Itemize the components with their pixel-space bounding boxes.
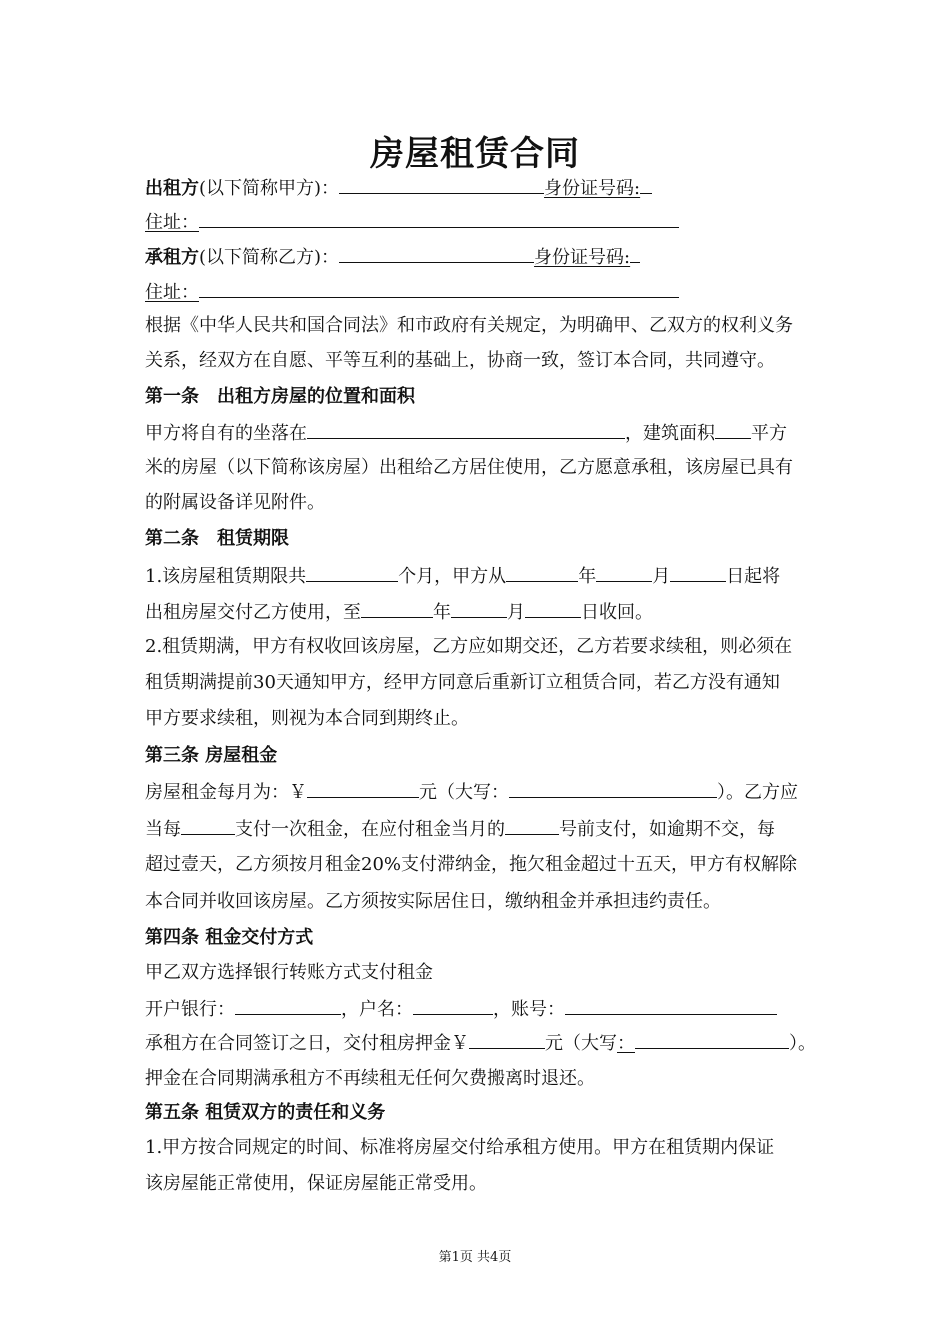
article-2-end-year-label: 年 <box>433 602 451 623</box>
article-5-line-2: 该房屋能正常使用，保证房屋能正常受用。 <box>145 1173 487 1194</box>
party-b-label: 承租方 <box>145 247 199 268</box>
intro-line-1: 根据《中华人民共和国合同法》和市政府有关规定，为明确甲、乙双方的权利义务 <box>145 315 793 336</box>
bank-label: 开户银行： <box>145 999 235 1020</box>
property-area-blank[interactable] <box>715 420 751 439</box>
page-footer: 第1页 共4页 <box>438 1250 512 1265</box>
end-day-blank[interactable] <box>525 599 581 618</box>
article-2-line-1 <box>145 563 780 589</box>
article-2-heading: 第二条 租赁期限 <box>145 528 289 549</box>
article-1-text-b: ，建筑面积 <box>625 423 715 444</box>
article-1-line-1 <box>145 420 787 446</box>
deposit-amount-blank[interactable] <box>469 1030 545 1049</box>
article-4-line-2 <box>145 996 777 1022</box>
article-1-line-2: 米的房屋（以下简称该房屋）出租给乙方居住使用，乙方愿意承租，该房屋已具有 <box>145 457 793 478</box>
article-3-line-3: 超过壹天，乙方须按月租金20%支付滞纳金，拖欠租金超过十五天，甲方有权解除 <box>145 854 798 875</box>
document-title: 房屋租赁合同 <box>370 134 580 174</box>
party-b-id-blank[interactable] <box>630 244 640 263</box>
party-a-address-blank[interactable] <box>199 209 679 228</box>
article-3-text-d: 当每 <box>145 819 181 840</box>
article-4-line-4: 押金在合同期满承租方不再续租无任何欠费搬离时退还。 <box>145 1068 595 1089</box>
article-5-heading: 第五条 租赁双方的责任和义务 <box>145 1102 386 1123</box>
party-a-id-blank[interactable] <box>640 175 652 194</box>
article-5-line-1: 1.甲方按合同规定的时间、标准将房屋交付给承租方使用。甲方在租赁期内保证 <box>145 1137 775 1158</box>
monthly-rent-blank[interactable] <box>307 779 419 798</box>
article-3-text-c: ）。乙方应 <box>717 782 798 803</box>
article-3-text-f: 号前支付，如逾期不交，每 <box>559 819 775 840</box>
article-3-line-4: 本合同并收回该房屋。乙方须按实际居住日，缴纳租金并承担违约责任。 <box>145 891 721 912</box>
article-3-heading: 第三条 房屋租金 <box>145 745 278 766</box>
account-number-label: ，账号： <box>493 999 565 1020</box>
payment-day-blank[interactable] <box>505 816 559 835</box>
monthly-rent-words-blank[interactable] <box>509 779 717 798</box>
article-1-heading: 第一条 出租方房屋的位置和面积 <box>145 386 415 407</box>
article-1-text-c: 平方 <box>751 423 787 444</box>
account-name-blank[interactable] <box>413 996 493 1015</box>
article-2-text-a: 1.该房屋租赁期限共 <box>145 566 307 587</box>
start-month-blank[interactable] <box>596 563 652 582</box>
party-b-name-blank[interactable] <box>339 244 534 263</box>
deposit-colon: ： <box>617 1033 635 1054</box>
article-3-text-b: 元（大写： <box>419 782 509 803</box>
party-b-address-blank[interactable] <box>199 279 679 298</box>
intro-line-2: 关系，经双方在自愿、平等互利的基础上，协商一致，签订本合同，共同遵守。 <box>145 350 775 371</box>
article-4-heading: 第四条 租金交付方式 <box>145 927 314 948</box>
party-b-address-label: 住址： <box>145 282 199 303</box>
lease-months-blank[interactable] <box>306 563 398 582</box>
deposit-text-b: 元（大写 <box>545 1033 617 1054</box>
property-location-blank[interactable] <box>307 420 625 439</box>
article-2-line-5: 甲方要求续租，则视为本合同到期终止。 <box>145 708 469 729</box>
article-2-year-label: 年 <box>578 566 597 587</box>
party-a-line <box>145 175 652 201</box>
article-2-line-4: 租赁期满提前30天通知甲方，经甲方同意后重新订立租赁合同，若乙方没有通知 <box>145 672 780 693</box>
article-3-line-1 <box>145 779 798 805</box>
party-a-address-label: 住址： <box>145 212 199 233</box>
article-2-month-label: 月 <box>652 566 671 587</box>
deposit-words-blank[interactable] <box>635 1030 789 1049</box>
start-year-blank[interactable] <box>506 563 578 582</box>
party-a-paren: (以下简称甲方)： <box>199 178 340 199</box>
article-2-text-g: 日收回。 <box>581 602 653 623</box>
end-month-blank[interactable] <box>451 599 507 618</box>
article-2-text-b: 个月，甲方从 <box>398 566 507 587</box>
payment-period-blank[interactable] <box>181 816 235 835</box>
deposit-text-a: 承租方在合同签订之日，交付租房押金￥ <box>145 1033 469 1054</box>
party-a-label: 出租方 <box>145 178 199 199</box>
bank-blank[interactable] <box>235 996 341 1015</box>
article-3-text-a: 房屋租金每月为：￥ <box>145 782 307 803</box>
party-b-id-label: 身份证号码: <box>534 247 631 268</box>
article-2-end-month-label: 月 <box>507 602 525 623</box>
account-number-blank[interactable] <box>565 996 777 1015</box>
article-3-text-e: 支付一次租金，在应付租金当月的 <box>235 819 505 840</box>
article-2-line-2 <box>145 599 653 625</box>
account-name-label: ，户名： <box>341 999 413 1020</box>
end-year-blank[interactable] <box>361 599 433 618</box>
deposit-text-d: ）。 <box>789 1033 816 1054</box>
article-4-line-1: 甲乙双方选择银行转账方式支付租金 <box>145 962 433 983</box>
article-3-line-2 <box>145 816 775 842</box>
party-a-id-label: 身份证号码: <box>544 178 641 199</box>
article-1-text-a: 甲方将自有的坐落在 <box>145 423 307 444</box>
party-a-name-blank[interactable] <box>339 175 544 194</box>
party-b-line <box>145 244 640 270</box>
start-day-blank[interactable] <box>670 563 726 582</box>
article-2-text-e: 日起将 <box>726 566 781 587</box>
party-b-paren: (以下简称乙方)： <box>199 247 340 268</box>
party-b-address-line <box>145 279 679 305</box>
party-a-address-line <box>145 209 679 235</box>
article-2-line-3: 2.租赁期满，甲方有权收回该房屋，乙方应如期交还，乙方若要求续租，则必须在 <box>145 636 793 657</box>
article-1-line-3: 的附属设备详见附件。 <box>145 492 325 513</box>
article-2-text-f: 出租房屋交付乙方使用，至 <box>145 602 361 623</box>
article-4-line-3 <box>145 1030 816 1056</box>
